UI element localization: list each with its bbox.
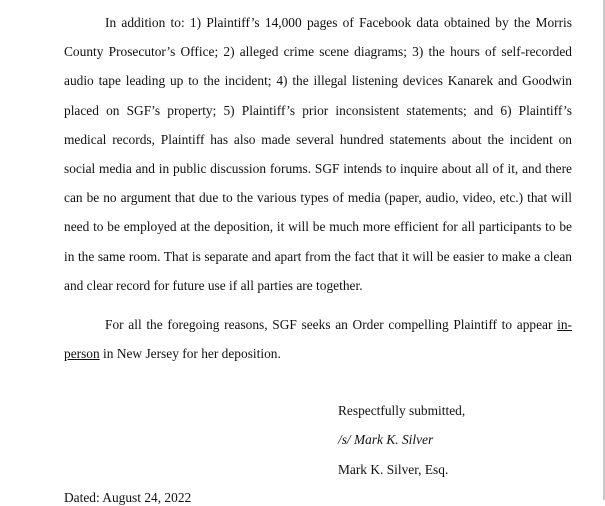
signer-name: Mark K. Silver, Esq. <box>338 462 449 477</box>
paragraph-2-text-end: in New Jersey for her deposition. <box>99 346 281 362</box>
dated-line: Dated: August 24, 2022 <box>64 490 192 505</box>
in-person-underlined: in-person <box>64 317 572 362</box>
paragraph-2-text: For all the foregoing reasons, SGF seeks an Order compelling Plaintiff to appear <box>105 317 558 332</box>
body-paragraph-2 <box>64 310 572 368</box>
closing-line: Respectfully submitted, <box>338 403 466 418</box>
body-paragraph-1: In addition to: 1) Plaintiff’s 14,000 pages of Facebook data obtained by the Morris County Prosecutor’s Office; 2) alleged crime scene diagrams; 3) the hours of self-recorded audio tape leading up to the incident; 4) the illegal listening devices Kanarek and Goodwin placed on SGF’s property; 5) Plaintiff’s prior inconsistent statements; and 6) Plaintiff’s medical records, Plaintiff has also made several hundred statements about the incident on social media and in public discussion forums. SGF intends to inquire about all of it, and there can be no argument that due to the various types of media (paper, audio, video, etc.) that will need to be employed at the deposition, it will be much more efficient for all participants to be in the same room. That is separate and apart from the fact that it will be easier to make a clean and clear record for future use if all parties are together. <box>64 15 572 293</box>
electronic-signature: /s/ Mark K. Silver <box>338 432 434 447</box>
